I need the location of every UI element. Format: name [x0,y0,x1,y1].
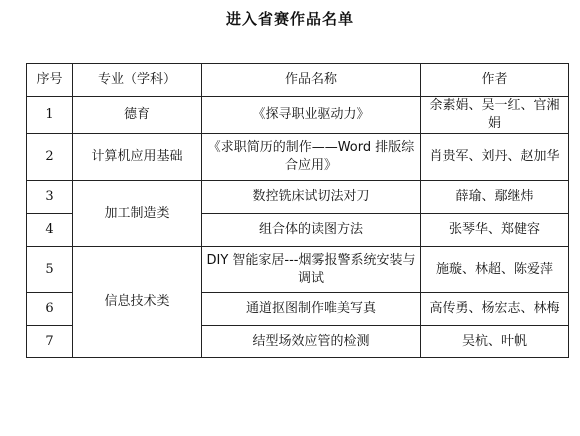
authors-cell: 吴杭、叶帆 [421,326,569,358]
serial-number-cell: 4 [27,214,73,247]
document-title: 进入省赛作品名单 [225,10,354,28]
serial-number-cell: 3 [27,181,73,214]
header-major: 专业（学科） [73,64,202,97]
serial-number-cell: 2 [27,134,73,181]
table-row [27,181,569,214]
work-title-cell: 《探寻职业驱动力》 [202,97,421,134]
authors-cell: 高传勇、杨宏志、林梅 [421,293,569,326]
header-authors: 作者 [421,64,569,97]
authors-cell: 施璇、林超、陈爱萍 [421,247,569,293]
work-title-cell: 通道抠图制作唯美写真 [202,293,421,326]
work-title-cell: DIY 智能家居---烟雾报警系统安装与调试 [202,247,421,293]
major-cell: 计算机应用基础 [73,134,202,181]
serial-number-cell: 1 [27,97,73,134]
entries-table [26,63,569,358]
table-row [27,134,569,181]
work-title-cell: 《求职简历的制作——Word 排版综合应用》 [202,134,421,181]
authors-cell: 肖贵军、刘丹、赵加华 [421,134,569,181]
major-cell: 信息技术类 [73,247,202,358]
authors-cell: 薛瑜、鄢继炜 [421,181,569,214]
work-title-cell: 数控铣床试切法对刀 [202,181,421,214]
serial-number-cell: 6 [27,293,73,326]
serial-number-cell: 5 [27,247,73,293]
work-title-cell: 结型场效应管的检测 [202,326,421,358]
serial-number-cell: 7 [27,326,73,358]
work-title-cell: 组合体的读图方法 [202,214,421,247]
authors-cell: 余素娟、吴一红、官湘娟 [421,97,569,134]
table-header-row [27,64,569,97]
authors-cell: 张琴华、郑健容 [421,214,569,247]
major-cell: 德育 [73,97,202,134]
table-row [27,97,569,134]
header-work-title: 作品名称 [202,64,421,97]
major-cell: 加工制造类 [73,181,202,247]
header-serial-number: 序号 [27,64,73,97]
table-row [27,247,569,293]
